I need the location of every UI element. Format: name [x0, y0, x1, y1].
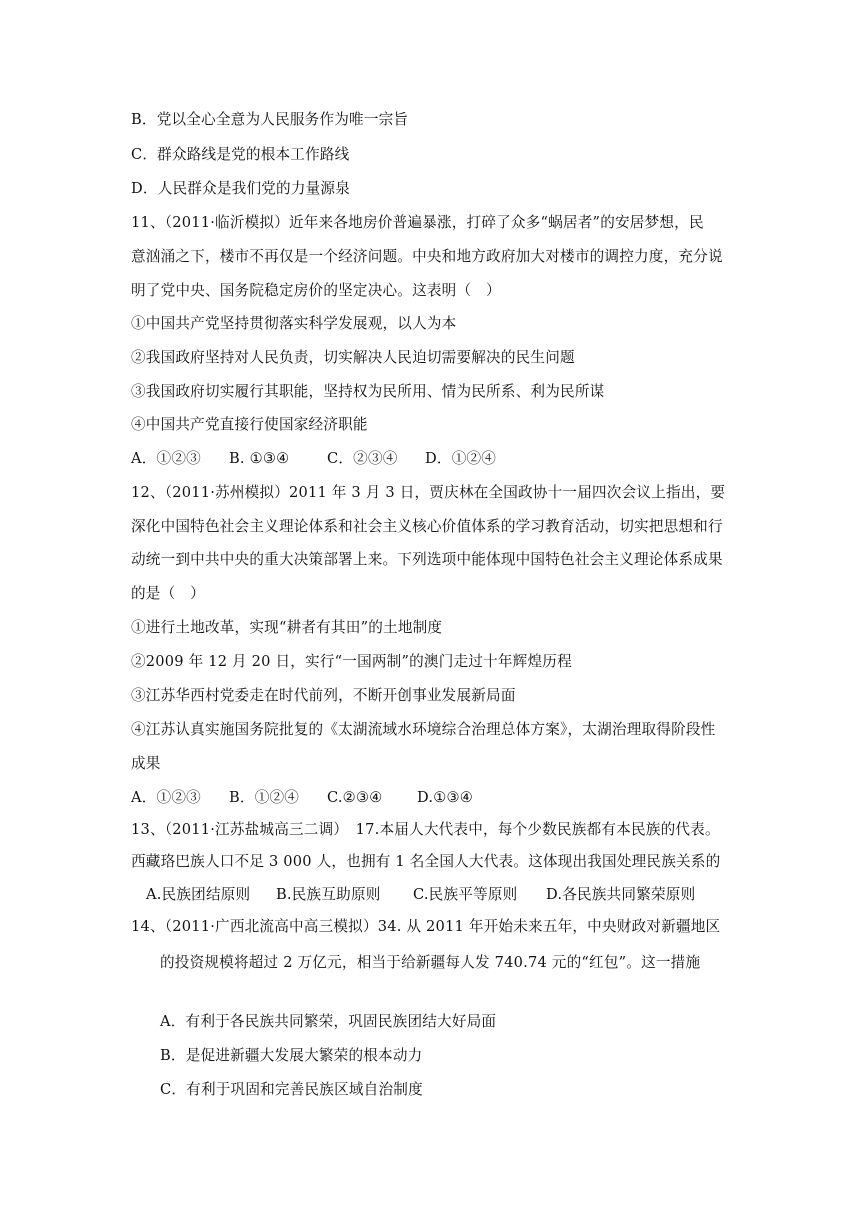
- q10-option-c: C．群众路线是党的根本工作路线: [131, 146, 350, 163]
- q12-choice-d: D.①③④: [417, 789, 474, 806]
- q11-item-1: ①中国共产党坚持贯彻落实科学发展观，以人为本: [131, 315, 457, 332]
- q13-choices: [146, 885, 695, 905]
- q11-choice-a: A．①②③: [131, 450, 201, 467]
- q12-item-2: ②2009 年 12 月 20 日，实行“一国两制”的澳门走过十年辉煌历程: [131, 653, 572, 670]
- q14-stem-line-2: 的投资规模将超过 2 万亿元，相当于给新疆每人发 740.74 元的“红包”。这一措施: [160, 954, 701, 971]
- q12-stem-line-4: 的是（ ）: [131, 585, 205, 602]
- q12-stem-line-1: 12、（2011·苏州模拟）2011 年 3 月 3 日，贾庆林在全国政协十一届四次会议上指出，要: [131, 484, 726, 501]
- q13-choice-b: B.民族互助原则: [276, 886, 381, 903]
- q12-item-3: ③江苏华西村党委走在时代前列，不断开创事业发展新局面: [131, 687, 516, 704]
- q12-choices: [131, 788, 473, 808]
- q12-choice-c: C.②③④: [327, 789, 383, 806]
- q10-option-b: B．党以全心全意为人民服务作为唯一宗旨: [131, 111, 409, 128]
- q12-item-1: ①进行土地改革，实现“耕者有其田”的土地制度: [131, 619, 443, 636]
- q11-stem-line-2: 意汹涌之下，楼市不再仅是一个经济问题。中央和地方政府加大对楼市的调控力度，充分说: [131, 248, 723, 265]
- q11-item-3: ③我国政府切实履行其职能，坚持权为民所用、情为民所系、利为民所谋: [131, 383, 605, 400]
- q13-stem-line-1: 13、（2011·江苏盐城高三二调） 17.本届人大代表中，每个少数民族都有本民族的代表。: [131, 821, 720, 838]
- q11-choice-d: D．①②④: [425, 450, 497, 467]
- q14-stem-line-1: 14、（2011·广西北流高中高三模拟）34. 从 2011 年开始未来五年，中央财政对新疆地区: [131, 918, 721, 935]
- q13-choice-d: D.各民族共同繁荣原则: [546, 886, 696, 903]
- q12-stem-line-2: 深化中国特色社会主义理论体系和社会主义核心价值体系的学习教育活动，切实把思想和行: [131, 518, 723, 535]
- q12-stem-line-3: 动统一到中共中央的重大决策部署上来。下列选项中能体现中国特色社会主义理论体系成果: [131, 551, 723, 568]
- q11-item-4: ④中国共产党直接行使国家经济职能: [131, 416, 368, 433]
- q14-option-a: A．有利于各民族共同繁荣，巩固民族团结大好局面: [160, 1013, 497, 1030]
- q12-item-4-cont: 成果: [131, 755, 161, 772]
- q11-item-2: ②我国政府坚持对人民负责，切实解决人民迫切需要解决的民生问题: [131, 349, 575, 366]
- q13-choice-a: A.民族团结原则: [146, 886, 251, 903]
- q12-choice-a: A．①②③: [131, 789, 201, 806]
- q11-choices: [131, 449, 496, 469]
- q12-choice-b: B．①②④: [229, 789, 300, 806]
- q11-stem-line-1: 11、（2011·临沂模拟）近年来各地房价普遍暴涨，打碎了众多“蜗居者”的安居梦想，民: [131, 214, 704, 231]
- q13-stem-line-2: 西藏珞巴族人口不足 3 000 人，也拥有 1 名全国人大代表。这体现出我国处理民族关系的: [131, 853, 721, 870]
- q10-option-d: D．人民群众是我们党的力量源泉: [131, 180, 351, 197]
- q11-stem-line-3: 明了党中央、国务院稳定房价的坚定决心。这表明（ ）: [131, 282, 501, 299]
- q11-choice-b: B. ①③④: [229, 450, 290, 467]
- q11-choice-c: C．②③④: [327, 450, 398, 467]
- q13-choice-c: C.民族平等原则: [413, 886, 518, 903]
- q12-item-4: ④江苏认真实施国务院批复的《太湖流域水环境综合治理总体方案》，太湖治理取得阶段性: [131, 721, 716, 738]
- q14-option-c: C．有利于巩固和完善民族区域自治制度: [160, 1081, 423, 1098]
- q14-option-b: B．是促进新疆大发展大繁荣的根本动力: [160, 1047, 423, 1064]
